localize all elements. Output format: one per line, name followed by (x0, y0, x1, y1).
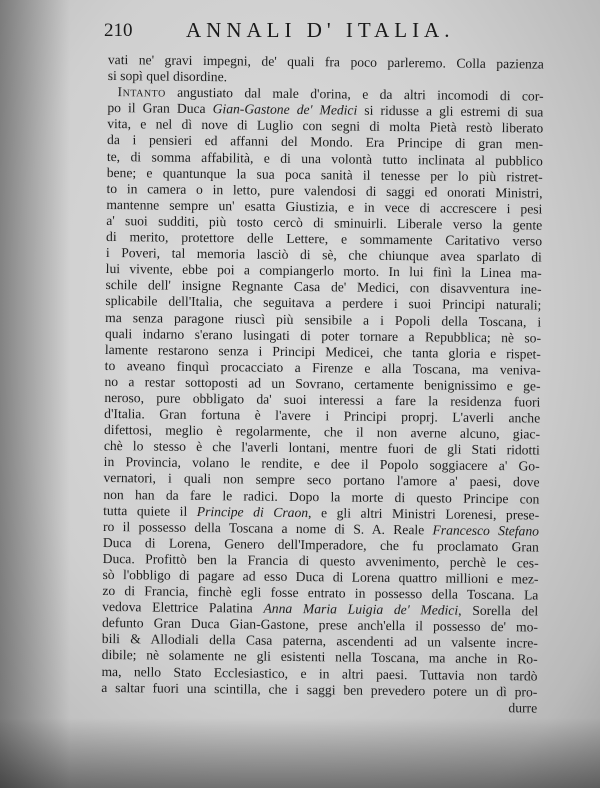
text-line: defunto Gran Duca Gian-Gastone, prese anch'ella il possesso de' mo- (101, 615, 539, 635)
text-line: neroso, pure obbligato da' suoi interessi a fare la residenza fuori (104, 389, 541, 410)
text-line: bili & Allodiali della Casa paterna, ascendenti ad un valsente incre- (101, 631, 538, 651)
text-line: to in camera o in letto, pure valendosi di saggi ed onorati Ministri, (106, 180, 543, 201)
page-shadow-left (0, 0, 70, 788)
text-line: te, di somma affabilità, e di una volontà tutto inclinata al pubblico (106, 148, 543, 169)
line-segment: , Sorella del (458, 602, 539, 619)
text-line: a saltar fuori una scintilla, che i saggi ben prevedero potere un dì pro- (101, 679, 538, 700)
text-line: to aveano finquì procacciato a Firenze e alla Toscana, ma veniva- (104, 357, 541, 378)
text-line: da i pensieri ed affanni del Mondo. Era Principe di gran men- (107, 132, 544, 153)
line-segment: tutta quiete il (103, 502, 197, 519)
body-text (101, 52, 544, 716)
italic-name: Gian-Gastone de' Medici (212, 101, 358, 118)
text-line: non han da fare le radici. Dopo la morte di questo Principe con (103, 486, 540, 507)
line-segment: po il Gran Duca (107, 100, 213, 117)
text-line: si sopì quel disordine. (107, 68, 228, 85)
initial-word: Intanto (117, 84, 166, 100)
text-line: in Provincia, volano le rendite, e dee il Popolo soggiacere a' Go- (103, 454, 540, 474)
italic-name: Anna Maria Luigia de' Medici (263, 600, 459, 618)
text-line: d'Italia. Gran fortuna è l'avere i Principi proprj. L'averli anche (104, 406, 541, 426)
page-shadow-bottom (0, 718, 600, 788)
text-line: vita, e nel dì nove di Luglio con segni di molta Pietà restò liberato (107, 116, 544, 136)
text-line: lamente restarono senza i Principi Medicei, che tanta gloria e rispet- (104, 341, 541, 362)
text-line: vernatori, i quali non sempre seco portano l'amore a' paesi, dove (103, 470, 540, 490)
text-line: mantenne sempre un' esatta Giustizia, e in vece di accrescere i pesi (106, 196, 543, 217)
text-line: Duca. Profittò ben la Francia di questo avvenimento, perchè le ces- (102, 550, 539, 571)
text-line: ma senza paragone riuscì più sensibile a i Popoli della Toscana, i (105, 309, 542, 330)
line-rest: angustiato dal male d'orina, e da altri incomodi di cor- (165, 84, 544, 104)
line-segment: si ridusse a gli estremi di sua (357, 102, 544, 120)
catchword: durre (508, 699, 538, 716)
text-line: chè lo stesso è che l'averli lontani, mentre fuori de gli Stati ridotti (103, 438, 540, 458)
line-segment: , e gli altri Ministri Lorenesi, prese- (308, 504, 540, 523)
text-line: vati ne' gravi impegni, de' quali fra poco parleremo. Colla pazienza (107, 52, 544, 72)
text-line: splicabile dell'Italia, che seguitava a perdere i suoi Principi naturali; (105, 293, 542, 313)
text-line: a' suoi sudditi, più tosto cercò di sminuirli. Liberale verso la gente (106, 212, 543, 233)
text-line: schile dell' insigne Regnante Casa de' Medici, con disavventura ine- (105, 277, 542, 297)
running-header (104, 16, 484, 46)
line-segment: ro il possesso della Toscana a nome di S. A. Reale (102, 518, 433, 538)
text-line: bene; e quantunque la sua poca sanità il tenesse per lo più ristret- (106, 164, 543, 185)
text-line: ma, nello Stato Ecclesiastico, e in altri paesi. Tuttavia non tardò (101, 663, 538, 684)
text-line: difettosi, meglio è regolarmente, che il non averne alcuno, giac- (103, 422, 541, 442)
text-line: quali indarno s'erano lusingati di poter tornare a Repubblica; nè so- (104, 325, 542, 346)
line-segment: vedova Elettrice Palatina (102, 599, 264, 616)
running-title: ANNALI D' ITALIA. (186, 18, 455, 42)
text-line: i Poveri, tal memoria lasciò di sè, che chiunque avea sparlato di (105, 245, 542, 265)
page-number: 210 (104, 20, 133, 41)
italic-name: Principe di Craon (196, 503, 309, 520)
text-line: lui vivente, ebbe poi a compiangerlo morto. In lui finì la Linea ma- (105, 261, 542, 281)
italic-name: Francesco Stefano (432, 522, 540, 539)
text-line: di merito, protettore delle Lettere, e sommamente Caritativo verso (105, 229, 543, 249)
text-line: zo di Francia, finchè egli fosse entrato in possesso della Toscana. La (102, 583, 539, 603)
text-line: no a restar sottoposti ad un Sovrano, certamente benignissimo e ge- (104, 373, 541, 394)
text-line: Duca di Lorena, Genero dell'Imperadore, che fu proclamato Gran (102, 534, 539, 555)
text-line: dibile; nè solamente ne gli esistenti nella Toscana, ma anche in Ro- (101, 647, 538, 668)
text-line: sò l'obbligo di pagare ad esso Duca di Lorena quattro millioni e mez- (102, 566, 539, 587)
